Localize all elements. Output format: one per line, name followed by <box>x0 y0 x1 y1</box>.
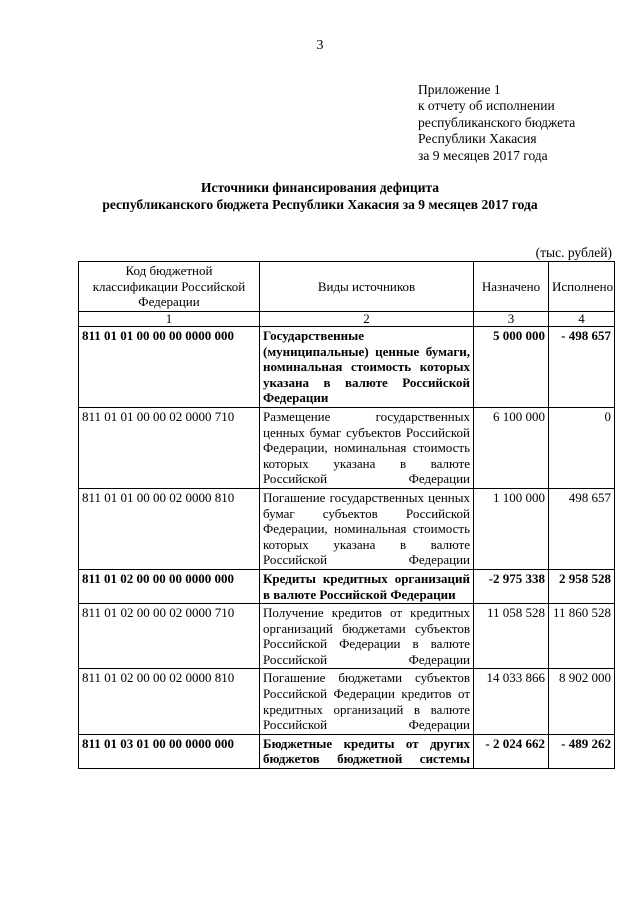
row-name: Государственные (муниципальные) ценные бумаги, номинальная стоимость которых указана в валюте Российской Федерации <box>260 327 474 408</box>
row-code: 811 01 01 00 00 00 0000 000 <box>79 327 260 408</box>
appendix-line: к отчету об исполнении <box>418 98 555 114</box>
header-code: Код бюджетной классификации Российской Федерации <box>79 262 260 312</box>
column-number-row <box>79 312 615 327</box>
table-row <box>79 488 615 569</box>
appendix-line: за 9 месяцев 2017 года <box>418 147 548 163</box>
appendix-line: Приложение 1 <box>418 82 501 97</box>
table-row <box>79 669 615 734</box>
row-plan: 1 100 000 <box>474 488 549 569</box>
column-number: 1 <box>79 312 260 327</box>
header-name: Виды источников <box>260 262 474 312</box>
appendix-line: Республики Хакасия <box>418 131 537 147</box>
row-code: 811 01 02 00 00 00 0000 000 <box>79 569 260 603</box>
row-plan: 6 100 000 <box>474 407 549 488</box>
row-code: 811 01 01 00 00 02 0000 710 <box>79 407 260 488</box>
row-name: Размещение государственных ценных бумаг субъектов Российской Федерации, номинальная стоимость которых указана в валюте Российской Федерации <box>260 407 474 488</box>
appendix-note <box>418 82 575 164</box>
document-title <box>0 180 640 213</box>
table-row <box>79 604 615 669</box>
row-exec: 498 657 <box>549 488 615 569</box>
row-plan: 5 000 000 <box>474 327 549 408</box>
appendix-line: республиканского бюджета <box>418 114 576 130</box>
row-plan: 11 058 528 <box>474 604 549 669</box>
row-exec: 2 958 528 <box>549 569 615 603</box>
row-name: Кредиты кредитных организаций в валюте Российской Федерации <box>260 569 474 603</box>
table-row <box>79 569 615 603</box>
column-number: 4 <box>549 312 615 327</box>
row-code: 811 01 02 00 00 02 0000 810 <box>79 669 260 734</box>
row-name: Бюджетные кредиты от других бюджетов бюджетной системы <box>260 734 474 768</box>
title-line: Источники финансирования дефицита <box>200 180 440 195</box>
page-number: 3 <box>316 38 324 53</box>
row-plan: -2 975 338 <box>474 569 549 603</box>
title-line: республиканского бюджета Республики Хакасия за 9 месяцев 2017 года <box>102 196 538 212</box>
row-exec: - 489 262 <box>549 734 615 768</box>
row-name: Погашение бюджетами субъектов Российской Федерации кредитов от кредитных организаций в валюте Российской Федерации <box>260 669 474 734</box>
row-exec: - 498 657 <box>549 327 615 408</box>
row-code: 811 01 03 01 00 00 0000 000 <box>79 734 260 768</box>
column-number: 2 <box>260 312 474 327</box>
row-plan: 14 033 866 <box>474 669 549 734</box>
row-code: 811 01 01 00 00 02 0000 810 <box>79 488 260 569</box>
row-exec: 11 860 528 <box>549 604 615 669</box>
header-plan: Назначено <box>474 262 549 312</box>
table-row <box>79 734 615 768</box>
row-exec: 0 <box>549 407 615 488</box>
financing-sources-table <box>78 261 615 769</box>
table-row <box>79 407 615 488</box>
header-exec: Исполнено <box>549 262 615 312</box>
row-name: Получение кредитов от кредитных организаций бюджетами субъектов Российской Федерации в валюте Российской Федерации <box>260 604 474 669</box>
table-row <box>79 327 615 408</box>
row-name: Погашение государственных ценных бумаг субъектов Российской Федерации, номинальная стоимость которых указана в валюте Российской Федерации <box>260 488 474 569</box>
units-label: (тыс. рублей) <box>535 245 612 260</box>
row-plan: - 2 024 662 <box>474 734 549 768</box>
header-row <box>79 262 615 312</box>
column-number: 3 <box>474 312 549 327</box>
row-code: 811 01 02 00 00 02 0000 710 <box>79 604 260 669</box>
row-exec: 8 902 000 <box>549 669 615 734</box>
